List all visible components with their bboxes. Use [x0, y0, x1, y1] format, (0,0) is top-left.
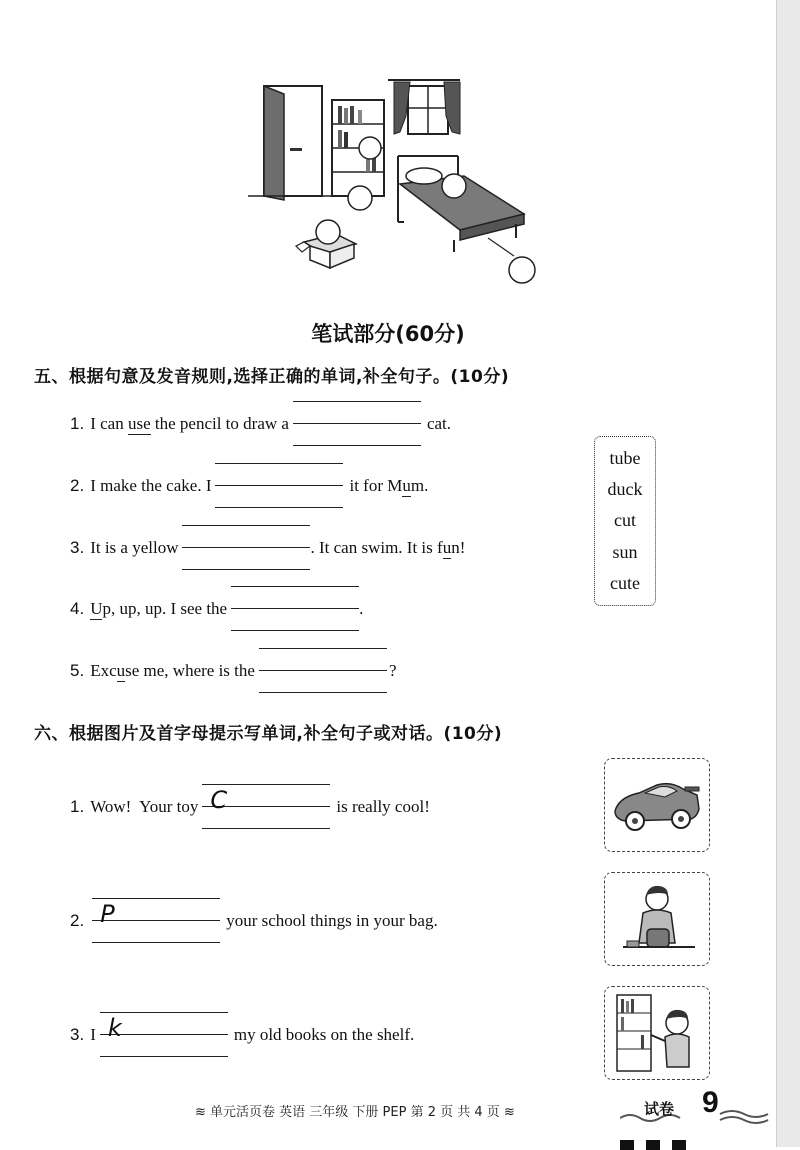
- binding-mark: [646, 1140, 660, 1150]
- boy-packing-bag-icon: [605, 873, 708, 964]
- s5-question-1: 1. I can use the pencil to draw a cat.: [70, 401, 451, 447]
- answer-blank[interactable]: [259, 648, 387, 694]
- picture-boy-bag: [604, 872, 710, 966]
- binding-mark: [672, 1140, 686, 1150]
- handwritten-hint: P: [100, 900, 115, 928]
- word-option: tube: [609, 448, 641, 469]
- bed: [398, 156, 524, 252]
- door-leaf: [264, 86, 284, 200]
- s5-question-4: 4. U p, up, up. I see the .: [70, 586, 363, 632]
- picture-toy-car: [604, 758, 710, 852]
- boy-bookshelf-icon: [605, 987, 708, 1078]
- blank-circle: [359, 137, 381, 159]
- word-option: cute: [610, 572, 640, 593]
- answer-blank[interactable]: [231, 586, 359, 632]
- bedroom-illustration: [248, 72, 548, 292]
- blank-circle: [509, 257, 535, 283]
- blank-circle: [348, 186, 372, 210]
- answer-blank[interactable]: [215, 463, 343, 509]
- answer-blank[interactable]: [202, 784, 330, 830]
- blank-circle: [442, 174, 466, 198]
- blank-circle: [316, 220, 340, 244]
- picture-boy-shelf: [604, 986, 710, 1080]
- page-number: 9: [702, 1086, 719, 1119]
- binding-mark: [620, 1140, 634, 1150]
- word-option: duck: [607, 479, 643, 500]
- part-title: 笔试部分(60分): [311, 322, 465, 346]
- section5-heading: 五、根据句意及发音规则,选择正确的单词,补全句子。(10分): [34, 367, 510, 387]
- s5-question-2: 2. I make the cake. I it for M u m.: [70, 463, 428, 509]
- answer-blank[interactable]: [182, 525, 310, 571]
- s6-question-1: 1. Wow! Your toy C is really cool!: [70, 784, 430, 830]
- word-option: sun: [612, 541, 638, 562]
- page-tag: [620, 1086, 776, 1126]
- footer-info: ≋ 单元活页卷 英语 三年级 下册 PEP 第 2 页 共 4 页 ≋: [195, 1105, 515, 1120]
- word-box: [594, 436, 656, 606]
- s5-question-3: 3. It is a yellow . It can swim. It is f u n!: [70, 525, 465, 571]
- section6-heading: 六、根据图片及首字母提示写单词,补全句子或对话。(10分): [34, 724, 503, 744]
- page-edge: [776, 0, 800, 1147]
- toy-car-icon: [605, 759, 708, 850]
- s6-question-3: 3. I k my old books on the shelf.: [70, 1012, 414, 1058]
- handwritten-hint: C: [210, 786, 228, 814]
- page-label: 试卷: [644, 1100, 675, 1118]
- handwritten-hint: k: [107, 1014, 122, 1042]
- door-handle: [290, 148, 302, 151]
- window: [388, 80, 460, 134]
- word-option: cut: [614, 510, 636, 531]
- s5-question-5: 5. Exc u se me, where is the ?: [70, 648, 397, 694]
- s6-question-2: 2. P your school things in your bag.: [70, 898, 438, 944]
- answer-blank[interactable]: [100, 1012, 228, 1058]
- answer-blank[interactable]: [293, 401, 421, 447]
- answer-blank[interactable]: [92, 898, 220, 944]
